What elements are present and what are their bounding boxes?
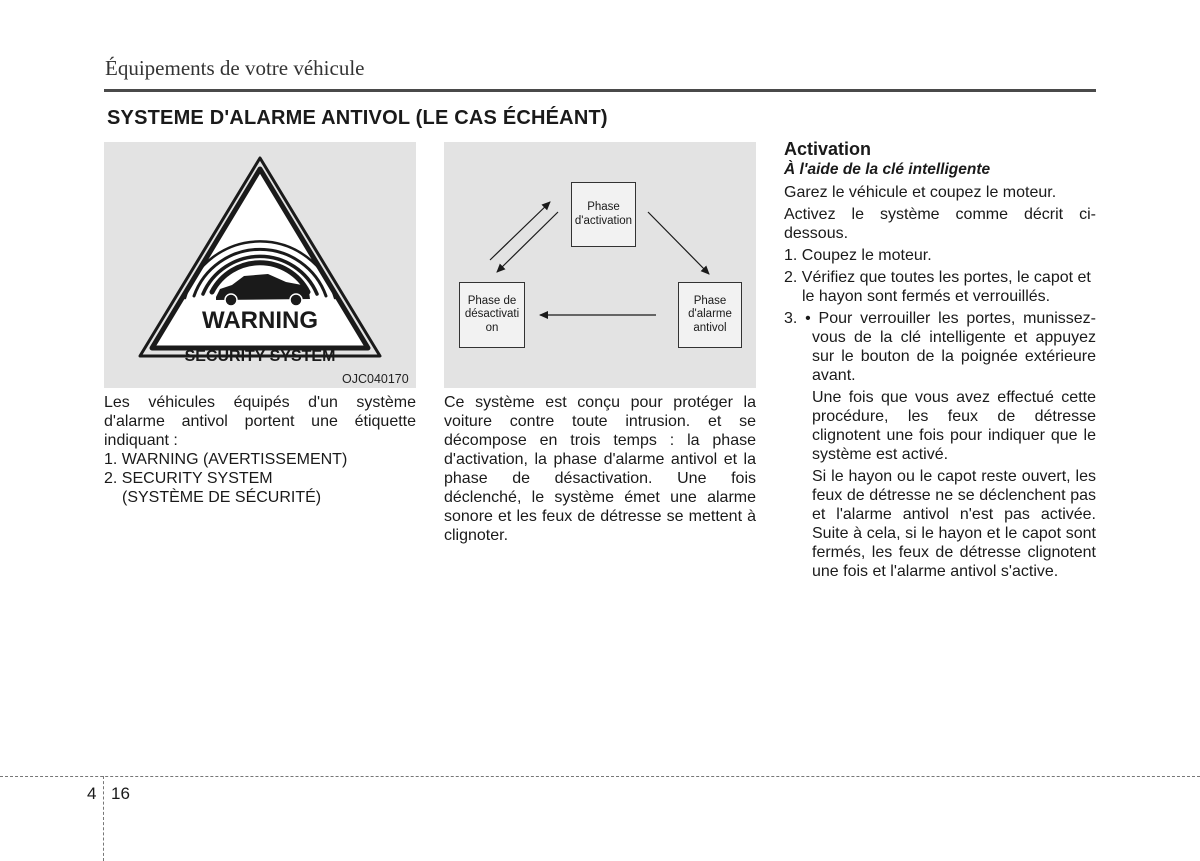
- footer-vertical-rule: [103, 776, 104, 861]
- label-item-security-translation: (SYSTÈME DE SÉCURITÉ): [122, 489, 322, 506]
- activation-step-1: 1. Coupez le moteur.: [784, 247, 932, 264]
- label-intro: Les véhicules équipés d'un système d'alarme antivol portent une étiquette indiquant :: [104, 394, 416, 449]
- warning-label-figure: [104, 142, 416, 388]
- label-item-warning: 1. WARNING (AVERTISSEMENT): [104, 451, 348, 468]
- security-system-text: SECURITY SYSTEM: [184, 348, 336, 365]
- system-description: [444, 393, 756, 545]
- activation-p1: Garez le véhicule et coupez le moteur.: [784, 184, 1057, 201]
- footer-rule: [0, 776, 1200, 777]
- smart-key-subheading: À l'aide de la clé intelligente: [784, 161, 991, 178]
- system-description-text: Ce système est conçu pour protéger la voiture contre toute intrusion. et se décompose en trois temps : la phase d'activation, la phase d'alarme antivol et la phase de désactivation. Une fois déclenché, le système émet une alarme sonore et les feux de détresse se mettent à clignoter.: [444, 394, 756, 544]
- section-header: Équipements de votre véhicule: [105, 56, 365, 80]
- warning-triangle-icon: [104, 142, 416, 368]
- phase-activation-box: Phase d'activation: [571, 182, 636, 247]
- activation-step-2: 2. Vérifiez que toutes les portes, le capot et le hayon sont fermés et verrouillés.: [784, 269, 1091, 305]
- cycle-arrows: [444, 142, 756, 388]
- activation-step-3: 3. • Pour verrouiller les portes, munissez-vous de la clé intelligente et appuyez sur le bouton de la poignée extérieure avant.: [784, 310, 1096, 384]
- chapter-number: 4: [87, 784, 97, 803]
- figure-code: OJC040170: [342, 372, 409, 386]
- phase-cycle-diagram: [444, 142, 756, 388]
- header-rule: [104, 89, 1096, 92]
- phase-alarm-box: Phase d'alarme antivol: [678, 282, 742, 348]
- activation-step-3-confirm: Une fois que vous avez effectué cette procédure, les feux de détresse clignotent une fois pour indiquer que le système est activé.: [812, 389, 1096, 463]
- activation-p2: Activez le système comme décrit ci-dessous.: [784, 206, 1096, 242]
- label-item-security: 2. SECURITY SYSTEM: [104, 470, 273, 487]
- page-number: 16: [111, 784, 130, 803]
- activation-heading: Activation: [784, 139, 872, 159]
- warning-text: WARNING: [202, 307, 318, 334]
- activation-step-3-warning: Si le hayon ou le capot reste ouvert, les feux de détresse ne se déclenchent pas et l'alarme antivol n'est pas activée. Suite à cela, si le hayon et le capot sont fermés, les feux de détresse clignotent une fois et l'alarme antivol s'active.: [812, 468, 1096, 580]
- activation-section: [784, 138, 1096, 581]
- phase-deactivation-box: Phase de désactivati on: [459, 282, 525, 348]
- arrow-to-alarm: [648, 212, 709, 274]
- arrow-to-activation: [490, 202, 550, 260]
- arrow-to-deactivation: [497, 212, 558, 272]
- page-title: SYSTEME D'ALARME ANTIVOL (LE CAS ÉCHÉANT): [107, 107, 608, 129]
- label-description: [104, 393, 416, 507]
